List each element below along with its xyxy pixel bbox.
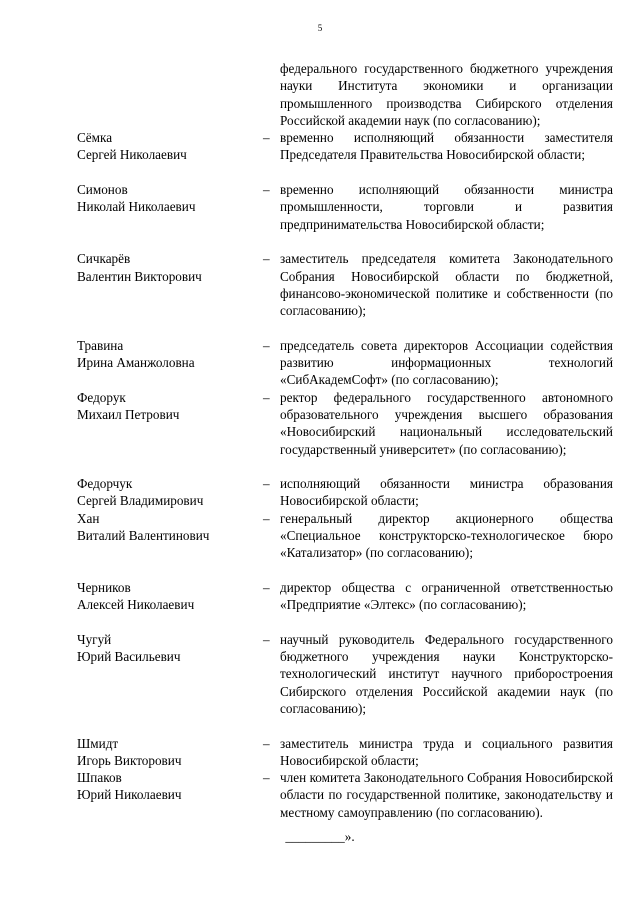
member-surname: Шпаков	[77, 770, 122, 786]
member-given-names: Ирина Аманжоловна	[77, 355, 195, 371]
member-surname: Федорук	[77, 389, 126, 405]
entry-gap	[77, 458, 613, 475]
member-name	[77, 181, 263, 216]
entry-gap	[77, 319, 613, 336]
dash: –	[263, 251, 270, 267]
member-entry	[77, 337, 613, 389]
member-name	[77, 510, 263, 545]
member-entry	[77, 389, 613, 458]
continuation-text: федерального государственного бюджетного учреждения науки Института экономики и организации промышленного производства Сибирского отделения Российской академии наук (по согласованию);	[280, 61, 613, 128]
member-description: исполняющий обязанности министра образования Новосибирской области;	[280, 476, 613, 509]
member-name	[77, 129, 263, 164]
member-entry	[77, 510, 613, 562]
entry-gap	[77, 614, 613, 631]
member-given-names: Михаил Петрович	[77, 406, 180, 422]
member-entry	[77, 250, 613, 319]
member-given-names: Игорь Викторович	[77, 752, 182, 768]
member-surname: Симонов	[77, 182, 128, 198]
continuation-entry	[77, 60, 613, 129]
member-surname: Шмидт	[77, 735, 119, 751]
dash: –	[263, 735, 270, 751]
member-entry	[77, 579, 613, 614]
member-surname: Чугуй	[77, 631, 112, 647]
member-name	[77, 769, 263, 804]
dash: –	[263, 631, 270, 647]
member-description: научный руководитель Федерального государственного бюджетного учреждения науки Конструкторско-технологический институт научного приборостроения Сибирского отделения Российской академии наук (по согласованию);	[280, 631, 613, 716]
member-description: генеральный директор акционерного общества «Специальное конструкторско-технологическое бюро «Катализатор» (по согласованию);	[280, 510, 613, 561]
member-description: заместитель председателя комитета Законодательного Собрания Новосибирской области по бюджетной, финансово-экономической политике и собственности (по согласованию);	[280, 251, 613, 319]
member-given-names: Сергей Николаевич	[77, 147, 187, 163]
member-name	[77, 579, 263, 614]
member-entry	[77, 181, 613, 233]
member-given-names: Юрий Васильевич	[77, 649, 181, 665]
commission-member-list	[77, 60, 613, 821]
dash: –	[263, 337, 270, 353]
member-given-names: Юрий Николаевич	[77, 787, 182, 803]
dash: –	[263, 182, 270, 198]
member-name	[77, 250, 263, 285]
dash: –	[263, 389, 270, 405]
member-surname: Хан	[77, 510, 100, 526]
member-entry	[77, 129, 613, 164]
dash: –	[263, 476, 270, 492]
member-name	[77, 735, 263, 770]
entry-gap	[77, 233, 613, 250]
member-description: временно исполняющий обязанности министра промышленности, торговли и развития предпринимательства Новосибирской области;	[280, 182, 613, 232]
closing-line: _________».	[285, 829, 355, 844]
member-surname: Травина	[77, 337, 124, 353]
member-description: председатель совета директоров Ассоциации содействия развитию информационных технологий «СибАкадемСофт» (по согласованию);	[280, 337, 613, 388]
entry-gap	[77, 717, 613, 734]
member-surname: Сёмка	[77, 130, 113, 146]
dash: –	[263, 579, 270, 595]
member-given-names: Виталий Валентинович	[77, 528, 210, 544]
member-description: директор общества с ограниченной ответственностью «Предприятие «Элтекс» (по согласованию);	[280, 579, 613, 613]
dash: –	[263, 510, 270, 526]
member-entry	[77, 475, 613, 510]
entry-gap	[77, 562, 613, 579]
member-entry	[77, 769, 613, 821]
member-name	[77, 475, 263, 510]
member-given-names: Алексей Николаевич	[77, 597, 195, 613]
member-description: временно исполняющий обязанности заместителя Председателя Правительства Новосибирской области;	[280, 130, 613, 163]
member-given-names: Валентин Викторович	[77, 268, 202, 284]
member-given-names: Николай Николаевич	[77, 199, 196, 215]
member-surname: Черников	[77, 579, 131, 595]
member-description: ректор федерального государственного автономного образовательного учреждения высшего образования «Новосибирский национальный исследовательский государственный университет» (по согласованию);	[280, 389, 613, 457]
member-description: заместитель министра труда и социального развития Новосибирской области;	[280, 735, 613, 768]
member-name	[77, 389, 263, 424]
page-number: 5	[317, 23, 323, 33]
member-given-names: Сергей Владимирович	[77, 493, 204, 509]
member-description: член комитета Законодательного Собрания Новосибирской области по государственной политике, законодательству и местному самоуправлению (по согласованию).	[280, 770, 613, 820]
dash: –	[263, 770, 270, 786]
member-name	[77, 631, 263, 666]
dash: –	[263, 130, 270, 146]
member-entry	[77, 735, 613, 770]
member-surname: Федорчук	[77, 476, 133, 492]
entry-gap	[77, 164, 613, 181]
member-surname: Сичкарёв	[77, 251, 131, 267]
member-name	[77, 337, 263, 372]
member-entry	[77, 631, 613, 717]
